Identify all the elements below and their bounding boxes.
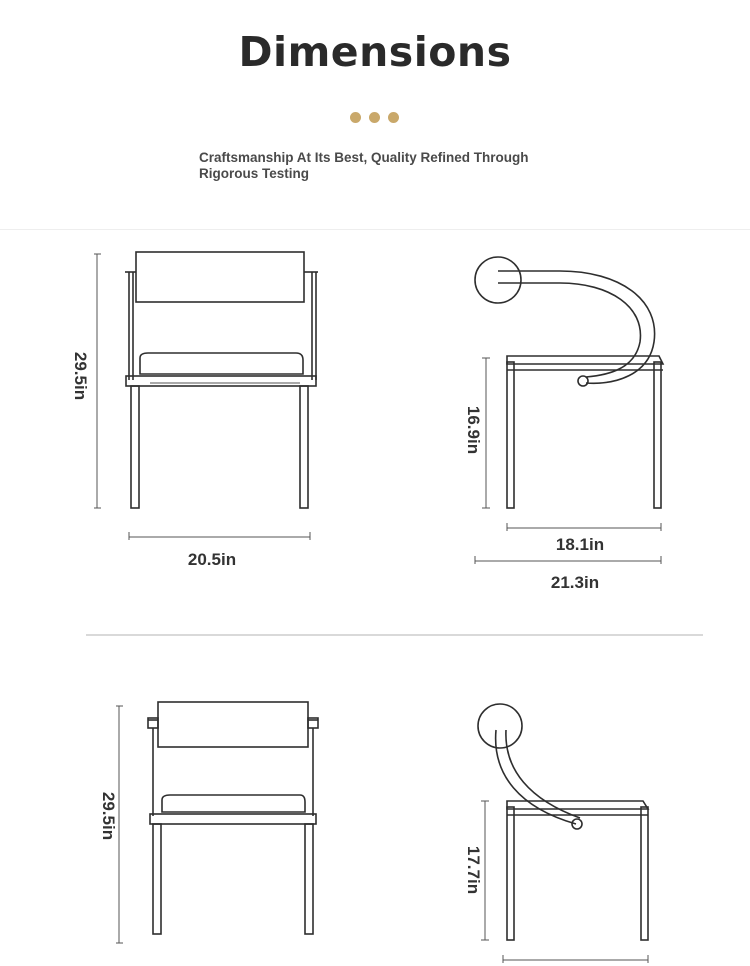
side-view-top [475, 257, 663, 564]
front-height-label: 29.5in [71, 351, 90, 401]
bottom-front-height-label: 29.5in [99, 791, 118, 841]
front-width-label: 20.5in [187, 550, 237, 569]
page-subtitle: Craftsmanship At Its Best, Quality Refined Through Rigorous Testing [199, 150, 529, 181]
front-view-top [94, 252, 318, 540]
page-title: Dimensions [238, 28, 512, 76]
front-view-bottom [116, 702, 318, 943]
bottom-side-seat-height-label: 17.7in [464, 845, 483, 895]
side-overall-depth-label: 21.3in [550, 573, 600, 592]
side-seat-depth-label: 18.1in [555, 535, 605, 554]
side-seat-height-label: 16.9in [464, 405, 483, 455]
side-view-bottom [478, 704, 648, 963]
